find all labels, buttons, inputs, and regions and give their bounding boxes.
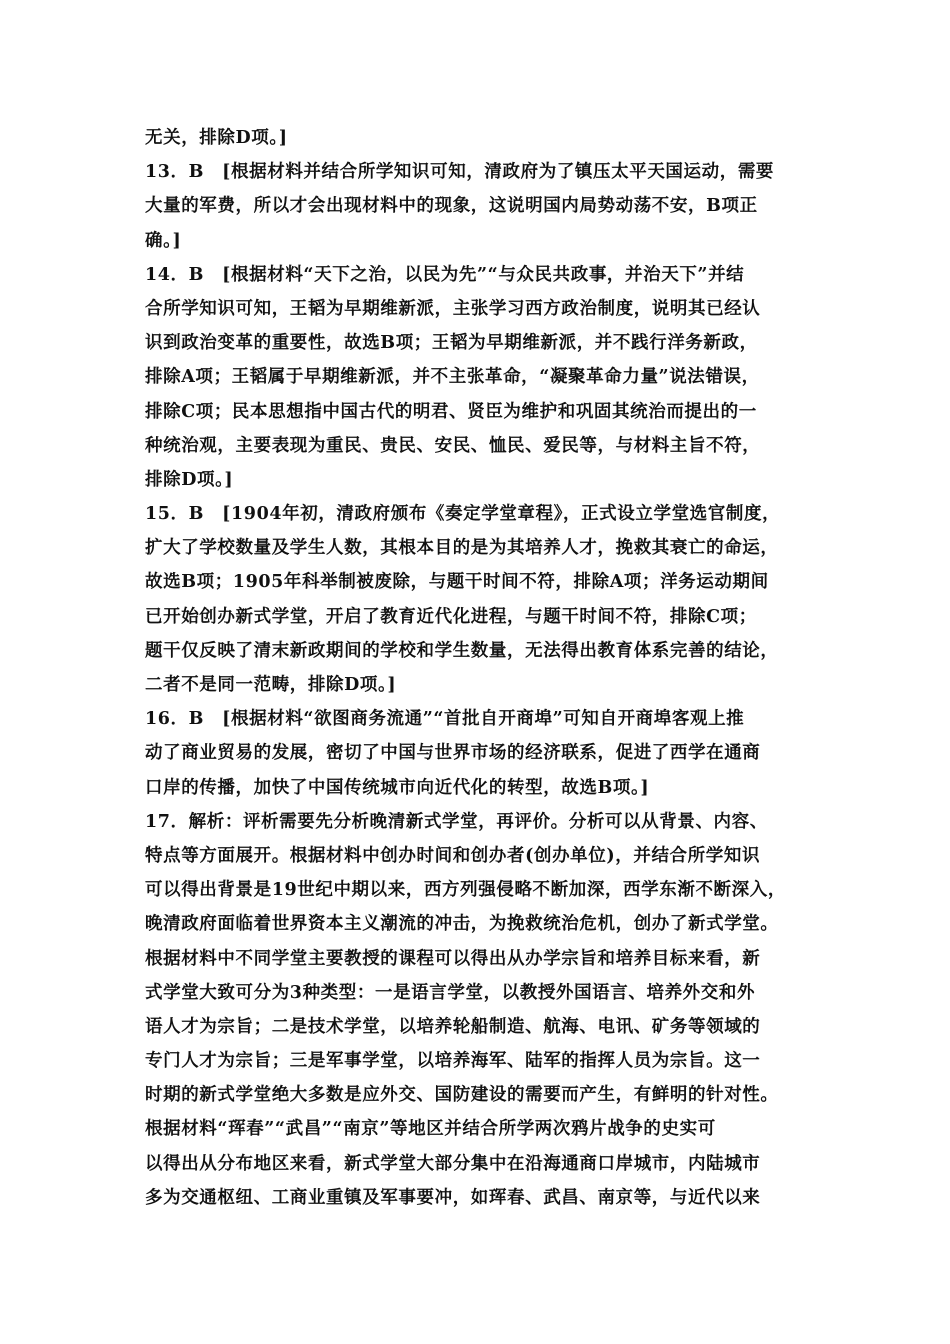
text-line: 16．B [根据材料“欲图商务流通”“首批自开商埠”可知自开商埠客观上推 <box>145 709 745 730</box>
text-line: 排除A项；王韬属于早期维新派，并不主张革命，“凝聚革命力量”说法错误， <box>145 367 760 388</box>
text-line: 特点等方面展开。根据材料中创办时间和创办者(创办单位)，并结合所学知识 <box>145 845 761 866</box>
text-line: 时期的新式学堂绝大多数是应外交、国防建设的需要而产生，有鲜明的针对性。 <box>145 1085 779 1106</box>
text-line: 14．B [根据材料“天下之治，以民为先”“与众民共政事，并治天下”并结 <box>145 264 745 285</box>
text-line: 题干仅反映了清末新政期间的学校和学生数量，无法得出教育体系完善的结论， <box>145 640 779 661</box>
text-line: 15．B [1904年初，清政府颁布《奏定学堂章程》，正式设立学堂选官制度， <box>145 504 781 525</box>
text-line: 以得出从分布地区来看，新式学堂大部分集中在沿海通商口岸城市，内陆城市 <box>145 1153 761 1174</box>
text-line: 大量的军费，所以才会出现材料中的现象，这说明国内局势动荡不安，B项正 <box>145 196 758 217</box>
text-line: 多为交通枢纽、工商业重镇及军事要冲，如珲春、武昌、南京等，与近代以来 <box>145 1187 761 1208</box>
text-line: 专门人才为宗旨；三是军事学堂，以培养海军、陆军的指挥人员为宗旨。这一 <box>145 1051 761 1072</box>
text-line: 动了商业贸易的发展，密切了中国与世界市场的经济联系，促进了西学在通商 <box>145 743 761 764</box>
text-line: 晚清政府面临着世界资本主义潮流的冲击，为挽救统治危机，创办了新式学堂。 <box>145 914 779 935</box>
text-line: 17．解析：评析需要先分析晚清新式学堂，再评价。分析可以从背景、内容、 <box>145 811 768 832</box>
text-line: 无关，排除D项。] <box>145 128 288 148</box>
text-line: 排除D项。] <box>145 469 234 490</box>
text-line: 扩大了学校数量及学生人数，其根本目的是为其培养人才，挽救其衰亡的命运， <box>145 538 779 559</box>
text-line: 已开始创办新式学堂，开启了教育近代化进程，与题干时间不符，排除C项； <box>145 606 757 627</box>
text-line: 二者不是同一范畴，排除D项。] <box>145 675 397 695</box>
text-line: 可以得出背景是19世纪中期以来，西方列强侵略不断加深，西学东渐不断深入， <box>145 880 786 901</box>
text-line: 根据材料中不同学堂主要教授的课程可以得出从办学宗旨和培养目标来看，新 <box>145 948 761 969</box>
text-line: 语人才为宗旨；二是技术学堂，以培养轮船制造、航海、电讯、矿务等领域的 <box>145 1016 761 1037</box>
text-line: 确。] <box>145 230 182 251</box>
text-line: 排除C项；民本思想指中国古代的明君、贤臣为维护和巩固其统治而提出的一 <box>145 401 757 422</box>
text-line: 故选B项；1905年科举制被废除，与题干时间不符，排除A项；洋务运动期间 <box>145 572 769 593</box>
text-line: 合所学知识可知，王韬为早期维新派，主张学习西方政治制度，说明其已经认 <box>145 298 761 319</box>
text-line: 13．B [根据材料并结合所学知识可知，清政府为了镇压太平天国运动，需要 <box>145 162 775 183</box>
text-line: 识到政治变革的重要性，故选B项；王韬为早期维新派，并不践行洋务新政， <box>145 333 758 354</box>
answer-text-block <box>145 121 825 1215</box>
text-line: 口岸的传播，加快了中国传统城市向近代化的转型，故选B项。] <box>145 777 650 798</box>
text-line: 种统治观，主要表现为重民、贵民、安民、恤民、爱民等，与材料主旨不符， <box>145 435 761 456</box>
text-line: 式学堂大致可分为3种类型：一是语言学堂，以教授外国语言、培养外交和外 <box>145 982 756 1003</box>
text-line: 根据材料“珲春”“武昌”“南京”等地区并结合所学两次鸦片战争的史实可 <box>145 1119 716 1140</box>
